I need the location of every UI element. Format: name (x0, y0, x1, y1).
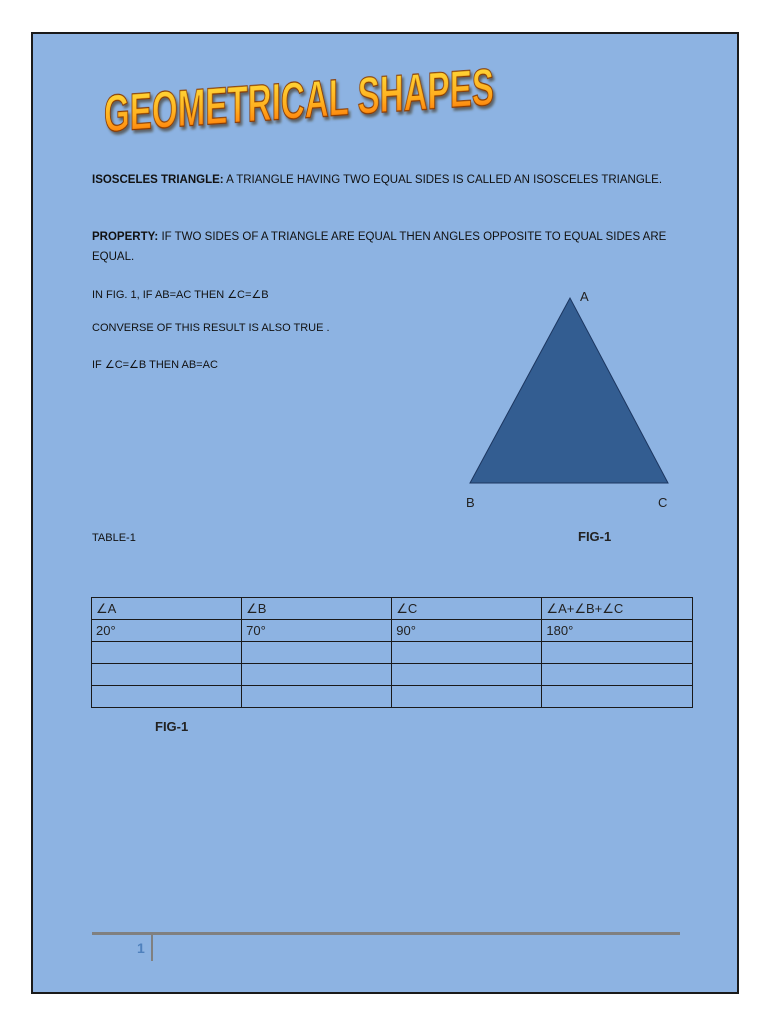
isosceles-label: ISOSCELES TRIANGLE: (92, 174, 224, 186)
table-cell (392, 642, 542, 664)
table-cell (542, 642, 693, 664)
fig-statement: IN FIG. 1, IF AB=AC THEN ∠C=∠B (92, 289, 269, 301)
table-cell (242, 664, 392, 686)
isosceles-text: A TRIANGLE HAVING TWO EQUAL SIDES IS CALLED AN ISOSCELES TRIANGLE. (223, 174, 663, 186)
isosceles-triangle-figure (458, 284, 698, 514)
table-caption: FIG-1 (155, 719, 189, 734)
table-header-cell: ∠C (392, 598, 542, 620)
table-header-row (92, 598, 693, 620)
table-cell (92, 686, 242, 708)
isosceles-definition (92, 170, 692, 190)
vertex-b-label: B (466, 495, 475, 510)
table-row (92, 642, 693, 664)
converse-if-statement: IF ∠C=∠B THEN AB=AC (92, 359, 218, 371)
table-row (92, 620, 693, 642)
property-label: PROPERTY: (92, 231, 159, 243)
table-row (92, 664, 693, 686)
table-cell (92, 642, 242, 664)
table-header-cell: ∠A+∠B+∠C (542, 598, 693, 620)
figure-caption: FIG-1 (578, 529, 612, 544)
table-cell: 90° (392, 620, 542, 642)
property-statement (92, 227, 692, 267)
title-wordart (97, 42, 716, 144)
table-cell (92, 664, 242, 686)
table-row (92, 686, 693, 708)
table-header-cell: ∠A (92, 598, 242, 620)
footer-separator (151, 935, 153, 961)
vertex-a-label: A (580, 289, 589, 304)
table-cell (392, 664, 542, 686)
page-number: 1 (137, 940, 145, 956)
property-text: IF TWO SIDES OF A TRIANGLE ARE EQUAL THEN ANGLES OPPOSITE TO EQUAL SIDES ARE EQUAL. (92, 231, 667, 263)
table-cell (542, 664, 693, 686)
document-page (31, 32, 739, 994)
table-header-cell: ∠B (242, 598, 392, 620)
title-wordart-graphic (97, 42, 716, 144)
table-cell: 70° (242, 620, 392, 642)
table-cell: 20° (92, 620, 242, 642)
triangle-shape (470, 298, 668, 483)
table-label: TABLE-1 (92, 532, 136, 544)
table-cell (242, 642, 392, 664)
vertex-c-label: C (658, 495, 668, 510)
page-title: GEOMETRICAL SHAPES (103, 42, 716, 144)
table-cell: 180° (542, 620, 693, 642)
converse-statement: CONVERSE OF THIS RESULT IS ALSO TRUE . (92, 322, 330, 334)
footer-rule (92, 932, 680, 935)
table-cell (542, 686, 693, 708)
table-cell (392, 686, 542, 708)
angles-table (91, 597, 693, 708)
table-cell (242, 686, 392, 708)
